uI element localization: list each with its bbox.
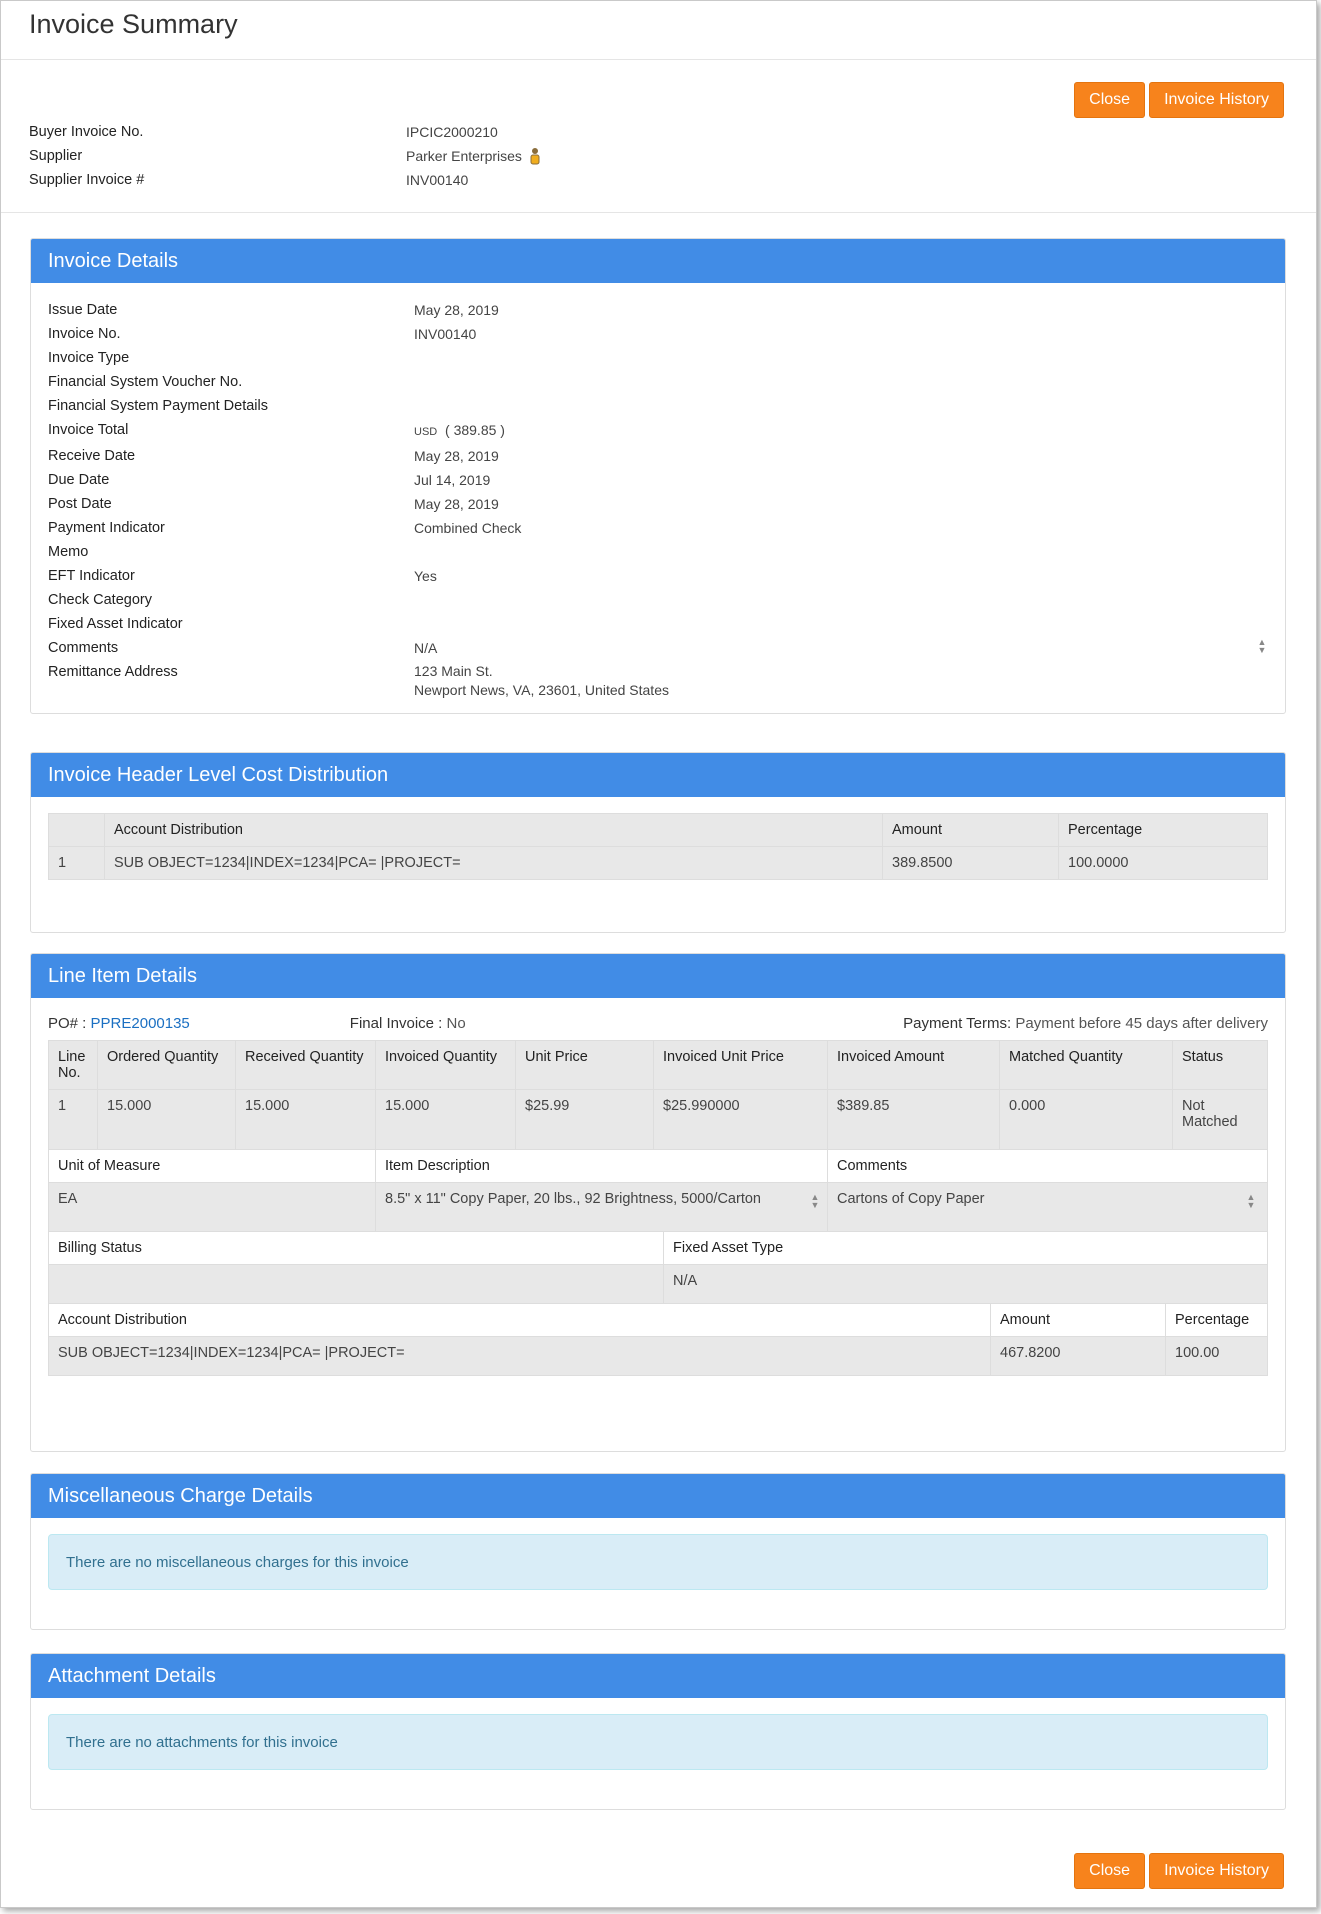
detail-value: May 28, 2019 <box>414 448 499 464</box>
misc-charge-body <box>31 1518 1285 1606</box>
final-invoice-value: No <box>446 1014 466 1032</box>
detail-row-invoice-no <box>48 322 1268 346</box>
col-header <box>49 814 105 847</box>
detail-row-eft-indicator <box>48 564 1268 588</box>
table-row <box>49 1090 1268 1150</box>
panel-heading: Miscellaneous Charge Details <box>31 1474 1285 1518</box>
detail-label: Memo <box>48 544 89 560</box>
detail-label: Payment Indicator <box>48 520 165 536</box>
detail-value <box>414 660 669 700</box>
field-label: Buyer Invoice No. <box>29 124 144 140</box>
table-row <box>49 1265 1268 1304</box>
supplier-contact-icon[interactable] <box>528 147 542 165</box>
item-description-cell <box>376 1183 828 1232</box>
payment-terms-group <box>903 1015 1268 1032</box>
summary-row-supplier <box>29 144 542 168</box>
status-cell: Not Matched <box>1173 1090 1268 1150</box>
table-header-row <box>49 1041 1268 1090</box>
field-value: INV00140 <box>406 172 469 188</box>
close-button[interactable]: Close <box>1074 1853 1145 1889</box>
table-header-row <box>49 1232 1268 1265</box>
table-cell: N/A <box>664 1265 1268 1304</box>
close-button[interactable]: Close <box>1074 82 1145 118</box>
top-button-bar <box>1074 82 1284 118</box>
summary-fields <box>29 120 542 192</box>
table-cell: SUB OBJECT=1234|INDEX=1234|PCA= |PROJECT= <box>49 1337 991 1376</box>
table-cell: 1 <box>49 1090 98 1150</box>
detail-label: Check Category <box>48 592 152 608</box>
table-cell: 389.8500 <box>883 847 1059 880</box>
detail-value: Combined Check <box>414 520 522 536</box>
detail-label: Remittance Address <box>48 664 178 680</box>
detail-row-comments <box>48 636 1268 660</box>
detail-row-check-category <box>48 588 1268 612</box>
detail-row-voucher-no <box>48 370 1268 394</box>
col-header: Unit of Measure <box>49 1150 376 1183</box>
detail-label: Invoice No. <box>48 326 121 342</box>
table-cell: 467.8200 <box>991 1337 1166 1376</box>
po-number-link[interactable]: PPRE2000135 <box>90 1014 190 1032</box>
table-header-row <box>49 1304 1268 1337</box>
billing-table <box>48 1231 1268 1304</box>
table-cell: $25.99 <box>516 1090 654 1150</box>
line-item-detail-table <box>48 1149 1268 1232</box>
table-row <box>49 847 1268 880</box>
detail-row-payment-indicator <box>48 516 1268 540</box>
detail-row-post-date <box>48 492 1268 516</box>
invoice-history-button[interactable]: Invoice History <box>1149 82 1284 118</box>
col-header: Comments <box>828 1150 1268 1183</box>
detail-row-payment-details <box>48 394 1268 418</box>
invoice-details-panel <box>30 238 1286 714</box>
attachment-body <box>31 1698 1285 1786</box>
summary-row-supplier-invoice <box>29 168 542 192</box>
col-header: Status <box>1173 1041 1268 1090</box>
item-description-textarea[interactable]: 8.5" x 11" Copy Paper, 20 lbs., 92 Brightness, 5000/Carton <box>385 1191 761 1207</box>
detail-label: Financial System Payment Details <box>48 398 268 414</box>
table-cell: EA <box>49 1183 376 1232</box>
line-item-details-panel <box>30 953 1286 1452</box>
detail-label: Financial System Voucher No. <box>48 374 243 390</box>
col-header: Matched Quantity <box>1000 1041 1173 1090</box>
header-cost-distribution-panel <box>30 752 1286 933</box>
detail-label: Invoice Type <box>48 350 130 366</box>
currency-code: USD <box>414 426 438 438</box>
table-cell: 1 <box>49 847 105 880</box>
payment-terms-label: Payment Terms: <box>903 1014 1012 1032</box>
po-label: PO# : <box>48 1014 87 1032</box>
field-value: IPCIC2000210 <box>406 124 498 140</box>
invoice-history-button[interactable]: Invoice History <box>1149 1853 1284 1889</box>
payment-terms-value: Payment before 45 days after delivery <box>1015 1014 1268 1032</box>
col-header: Amount <box>883 814 1059 847</box>
col-header: Account Distribution <box>49 1304 991 1337</box>
col-header: Invoiced Amount <box>828 1041 1000 1090</box>
invoice-total-amount: ( 389.85 ) <box>445 422 505 438</box>
detail-label: Receive Date <box>48 448 136 464</box>
detail-row-fixed-asset-indicator <box>48 612 1268 636</box>
col-header: Invoiced Quantity <box>376 1041 516 1090</box>
header-cost-body <box>31 797 1285 896</box>
misc-charge-panel <box>30 1473 1286 1630</box>
col-header: Ordered Quantity <box>98 1041 236 1090</box>
table-cell: 15.000 <box>98 1090 236 1150</box>
po-info-bar <box>48 1008 1268 1038</box>
detail-row-receive-date <box>48 444 1268 468</box>
table-cell: $389.85 <box>828 1090 1000 1150</box>
detail-label: EFT Indicator <box>48 568 135 584</box>
po-number-group <box>48 1015 190 1032</box>
detail-row-invoice-type <box>48 346 1268 370</box>
col-header: Invoiced Unit Price <box>654 1041 828 1090</box>
invoice-summary-section <box>1 60 1316 213</box>
detail-value: Jul 14, 2019 <box>414 472 491 488</box>
table-cell: 100.00 <box>1166 1337 1268 1376</box>
panel-heading: Invoice Details <box>31 239 1285 283</box>
table-cell: $25.990000 <box>654 1090 828 1150</box>
col-header: Billing Status <box>49 1232 664 1265</box>
panel-heading: Line Item Details <box>31 954 1285 998</box>
detail-value: May 28, 2019 <box>414 496 499 512</box>
table-cell: 0.000 <box>1000 1090 1173 1150</box>
col-header: Amount <box>991 1304 1166 1337</box>
line-item-table <box>48 1040 1268 1150</box>
detail-label: Post Date <box>48 496 112 512</box>
detail-row-due-date <box>48 468 1268 492</box>
page-title: Invoice Summary <box>29 9 238 39</box>
comments-textarea[interactable]: N/A <box>414 640 438 656</box>
field-label: Supplier Invoice # <box>29 172 145 188</box>
detail-value: INV00140 <box>414 326 477 342</box>
detail-value: May 28, 2019 <box>414 302 499 318</box>
attachment-panel <box>30 1653 1286 1810</box>
col-header: Line No. <box>49 1041 98 1090</box>
detail-row-remittance-address <box>48 660 1268 700</box>
table-header-row <box>49 814 1268 847</box>
table-row <box>49 1183 1268 1232</box>
address-line-2: Newport News, VA, 23601, United States <box>414 682 669 698</box>
empty-state-message: There are no attachments for this invoice <box>48 1714 1268 1770</box>
col-header: Received Quantity <box>236 1041 376 1090</box>
table-cell: 15.000 <box>376 1090 516 1150</box>
col-header: Percentage <box>1166 1304 1268 1337</box>
line-item-body <box>31 998 1285 1392</box>
line-comments-textarea[interactable]: Cartons of Copy Paper <box>837 1191 985 1207</box>
empty-state-message: There are no miscellaneous charges for this invoice <box>48 1534 1268 1590</box>
col-header: Unit Price <box>516 1041 654 1090</box>
textarea-scroll-icon[interactable]: ▲ ▼ <box>1257 637 1267 655</box>
invoice-details-body <box>31 283 1285 716</box>
summary-row-buyer-invoice <box>29 120 542 144</box>
final-invoice-group <box>350 1015 466 1032</box>
bottom-button-bar <box>1074 1853 1284 1889</box>
detail-value: Yes <box>414 568 437 584</box>
field-value <box>406 147 542 165</box>
textarea-scroll-icon[interactable]: ▲ ▼ <box>1246 1192 1256 1210</box>
table-cell: 100.0000 <box>1059 847 1268 880</box>
detail-label: Comments <box>48 640 119 656</box>
textarea-scroll-icon[interactable]: ▲ ▼ <box>810 1192 820 1210</box>
dialog-header <box>1 1 1316 60</box>
detail-value <box>414 418 505 444</box>
detail-row-issue-date <box>48 298 1268 322</box>
panel-heading: Invoice Header Level Cost Distribution <box>31 753 1285 797</box>
col-header: Item Description <box>376 1150 828 1183</box>
col-header: Account Distribution <box>105 814 883 847</box>
detail-row-invoice-total <box>48 418 1268 444</box>
detail-label: Issue Date <box>48 302 118 318</box>
table-header-row <box>49 1150 1268 1183</box>
final-invoice-label: Final Invoice : <box>349 1014 443 1032</box>
detail-label: Due Date <box>48 472 110 488</box>
table-cell <box>49 1265 664 1304</box>
col-header: Percentage <box>1059 814 1268 847</box>
panel-heading: Attachment Details <box>31 1654 1285 1698</box>
table-cell: 15.000 <box>236 1090 376 1150</box>
comments-cell <box>828 1183 1268 1232</box>
table-cell: SUB OBJECT=1234|INDEX=1234|PCA= |PROJECT= <box>105 847 883 880</box>
detail-row-memo <box>48 540 1268 564</box>
address-line-1: 123 Main St. <box>414 663 493 679</box>
col-header: Fixed Asset Type <box>664 1232 1268 1265</box>
header-cost-table <box>48 813 1268 880</box>
line-distribution-table <box>48 1303 1268 1376</box>
field-label: Supplier <box>29 148 83 164</box>
detail-label: Invoice Total <box>48 422 129 438</box>
table-row <box>49 1337 1268 1376</box>
supplier-name: Parker Enterprises <box>406 148 522 164</box>
detail-label: Fixed Asset Indicator <box>48 616 183 632</box>
